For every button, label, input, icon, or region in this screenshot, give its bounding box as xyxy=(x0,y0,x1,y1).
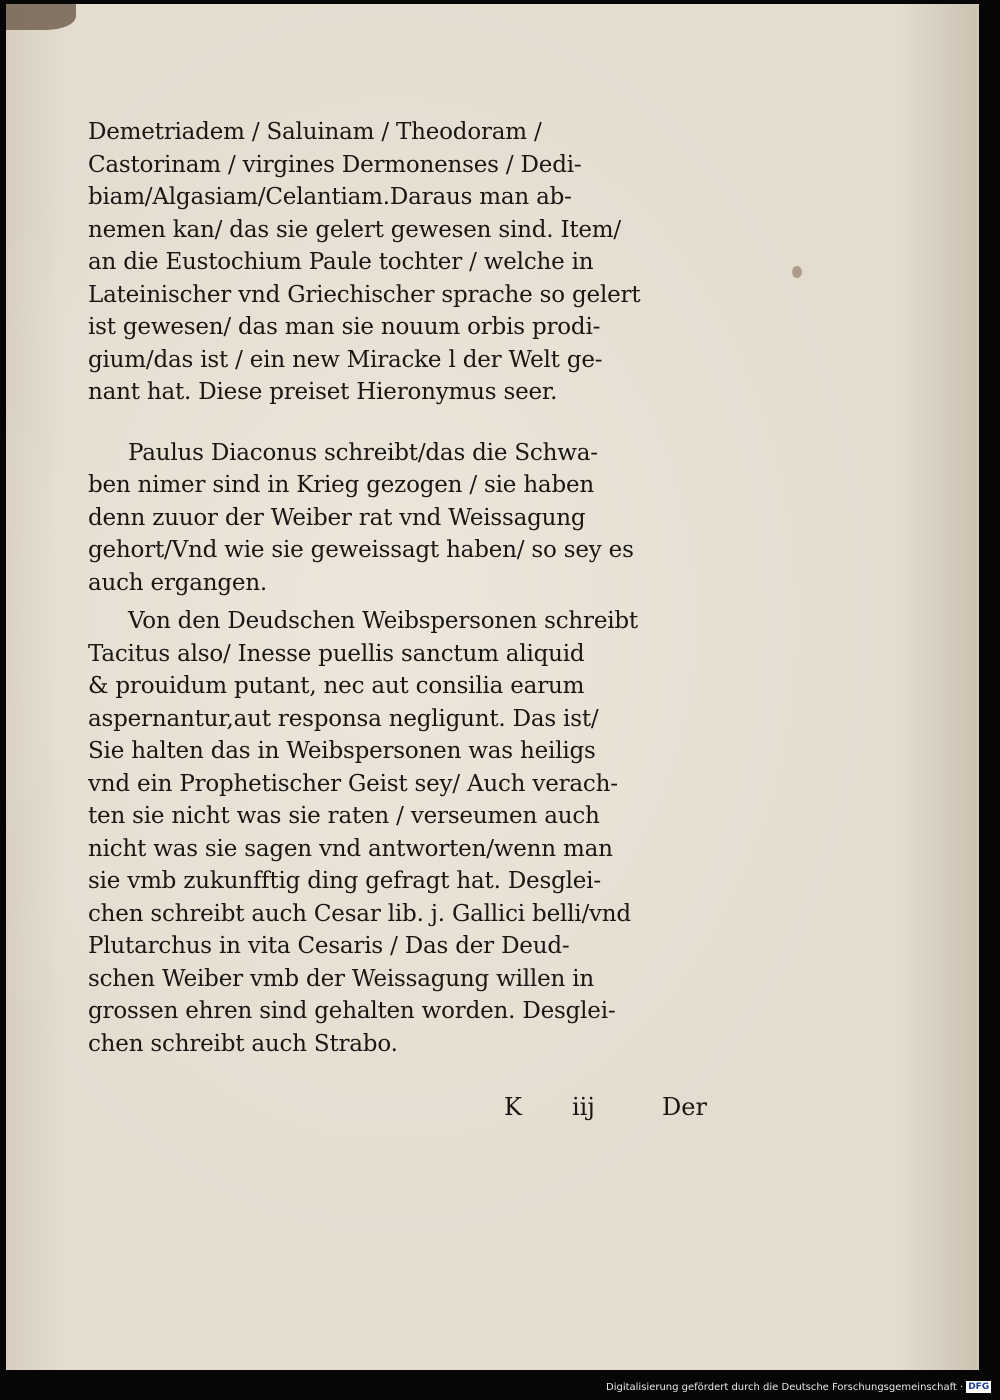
signature-mark: K xyxy=(504,1093,522,1121)
text-line: biam/Algasiam/Celantiam.Daraus man ab- xyxy=(88,184,572,210)
text-line: ten sie nicht was sie raten / verseumen auch xyxy=(88,803,600,829)
text-line: sie vmb zukunfftig ding gefragt hat. Desglei- xyxy=(88,868,601,894)
text-line: Sie halten das in Weibspersonen was heiligs xyxy=(88,738,596,764)
text-line: Plutarchus in vita Cesaris / Das der Deud- xyxy=(88,933,570,959)
text-line: Tacitus also/ Inesse puellis sanctum aliquid xyxy=(88,640,585,667)
text-line: Von den Deudschen Weibspersonen schreibt xyxy=(128,608,638,634)
text-line: grossen ehren sind gehalten worden. Desglei- xyxy=(88,998,616,1024)
paragraph-3 xyxy=(88,605,724,1060)
text-line: & prouidum putant, nec aut consilia earum xyxy=(88,673,585,699)
folio-number: iij xyxy=(572,1093,595,1121)
credit-text: Digitalisierung gefördert durch die Deutsche Forschungsgemeinschaft · xyxy=(606,1382,964,1393)
text-line: nicht was sie sagen vnd antworten/wenn man xyxy=(88,835,613,862)
text-line: Castorinam / virgines Dermonenses / Dedi- xyxy=(88,151,582,178)
text-line: auch ergangen. xyxy=(88,569,268,596)
ink-spot xyxy=(792,266,802,278)
text-line: Demetriadem / Saluinam / Theodoram / xyxy=(88,119,542,145)
text-line: gium/das ist / ein new Miracke l der Welt ge- xyxy=(88,346,603,373)
text-line: vnd ein Prophetischer Geist sey/ Auch verach- xyxy=(88,770,618,797)
text-line: Paulus Diaconus schreibt/das die Schwa- xyxy=(128,439,598,466)
text-line: aspernantur,aut responsa negligunt. Das ist/ xyxy=(88,705,599,732)
paragraph-2 xyxy=(88,437,724,600)
body-text xyxy=(88,116,724,1060)
corner-stain xyxy=(6,4,76,30)
text-line: chen schreibt auch Strabo. xyxy=(88,1030,398,1057)
dfg-logo-icon: DFG xyxy=(968,1382,990,1392)
text-line: nant hat. Diese preiset Hieronymus seer. xyxy=(88,379,558,405)
text-line: chen schreibt auch Cesar lib. j. Gallici belli/vnd xyxy=(88,900,631,927)
text-line: denn zuuor der Weiber rat vnd Weissagung xyxy=(88,504,586,531)
paragraph-1 xyxy=(88,116,724,409)
text-line: nemen kan/ das sie gelert gewesen sind. Item/ xyxy=(88,216,621,243)
text-line: gehort/Vnd wie sie geweissagt haben/ so sey es xyxy=(88,537,634,563)
catchword: Der xyxy=(662,1093,707,1121)
text-line: ben nimer sind in Krieg gezogen / sie haben xyxy=(88,472,594,498)
text-line: schen Weiber vmb der Weissagung willen in xyxy=(88,965,594,992)
digitization-credit xyxy=(606,1380,991,1396)
text-line: an die Eustochium Paule tochter / welche in xyxy=(88,249,594,275)
paragraph-gap xyxy=(88,409,724,437)
page-footer-line xyxy=(500,1093,750,1133)
text-line: Lateinischer vnd Griechischer sprache so gelert xyxy=(88,281,641,308)
text-line: ist gewesen/ das man sie nouum orbis prodi- xyxy=(88,314,601,340)
